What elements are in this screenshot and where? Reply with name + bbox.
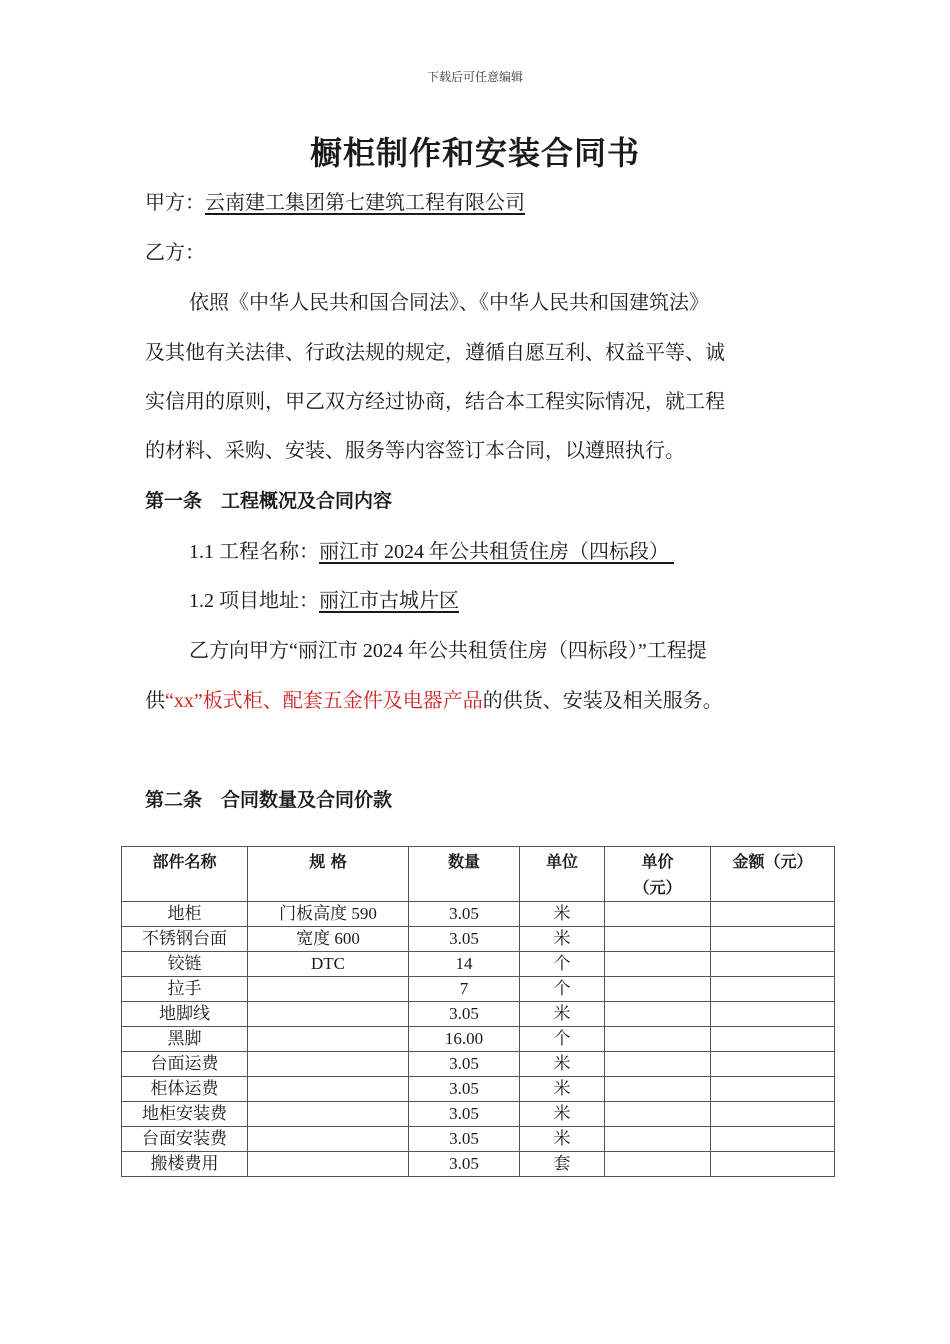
unit-cell: 米 <box>520 1102 605 1127</box>
part-name-cell: 拉手 <box>122 977 248 1002</box>
spec-cell: 门板高度 590 <box>248 902 409 927</box>
table-row <box>122 1027 835 1052</box>
project-address-value: 丽江市古城片区 <box>319 590 459 612</box>
supply-prefix: 供 <box>145 690 165 712</box>
unit-cell: 米 <box>520 1052 605 1077</box>
project-name-label: 1.1 工程名称： <box>189 541 319 563</box>
part-name-cell: 柜体运费 <box>122 1077 248 1102</box>
quantity-cell: 16.00 <box>409 1027 520 1052</box>
unit-cell: 套 <box>520 1152 605 1177</box>
unit-cell: 米 <box>520 1127 605 1152</box>
quantity-cell: 3.05 <box>409 1052 520 1077</box>
part-name-cell: 黑脚 <box>122 1027 248 1052</box>
quantity-cell: 3.05 <box>409 927 520 952</box>
spec-cell <box>248 977 409 1002</box>
col-header-unit: 单位 <box>520 847 605 902</box>
intro-line-4: 的材料、采购、安装、服务等内容签订本合同，以遵照执行。 <box>145 440 685 462</box>
unit-price-cell <box>605 1102 711 1127</box>
table-row <box>122 1077 835 1102</box>
supply-products: “xx”板式柜、配套五金件及电器产品 <box>165 690 483 712</box>
unit-price-cell <box>605 902 711 927</box>
col-header-amount: 金额（元） <box>711 847 835 902</box>
table-row <box>122 1102 835 1127</box>
quantity-cell: 3.05 <box>409 1077 520 1102</box>
intro-line-1: 依照《中华人民共和国合同法》、《中华人民共和国建筑法》 <box>189 292 709 314</box>
unit-price-cell <box>605 1002 711 1027</box>
amount-cell <box>711 1027 835 1052</box>
amount-cell <box>711 952 835 977</box>
project-address-label: 1.2 项目地址： <box>189 590 319 612</box>
party-a-line <box>145 186 525 215</box>
party-a-label: 甲方： <box>145 192 205 214</box>
unit-cell: 米 <box>520 1077 605 1102</box>
amount-cell <box>711 927 835 952</box>
amount-cell <box>711 1102 835 1127</box>
intro-line-3: 实信用的原则，甲乙双方经过协商，结合本工程实际情况，就工程 <box>145 391 725 413</box>
amount-cell <box>711 902 835 927</box>
spec-cell <box>248 1077 409 1102</box>
quantity-cell: 3.05 <box>409 1102 520 1127</box>
table-header-row <box>122 847 835 902</box>
part-name-cell: 搬楼费用 <box>122 1152 248 1177</box>
spec-cell <box>248 1127 409 1152</box>
table-row <box>122 977 835 1002</box>
amount-cell <box>711 977 835 1002</box>
unit-price-cell <box>605 1052 711 1077</box>
project-name-value: 丽江市 2024 年公共租赁住房（四标段） <box>319 541 669 563</box>
party-b-label: 乙方： <box>145 242 205 264</box>
quantity-cell: 3.05 <box>409 902 520 927</box>
quantity-cell: 14 <box>409 952 520 977</box>
table-row <box>122 927 835 952</box>
spec-cell <box>248 1052 409 1077</box>
quantity-cell: 3.05 <box>409 1127 520 1152</box>
supply-line-1: 乙方向甲方“丽江市 2024 年公共租赁住房（四标段）”工程提 <box>189 640 707 662</box>
spec-cell <box>248 1152 409 1177</box>
amount-cell <box>711 1002 835 1027</box>
table-row <box>122 1052 835 1077</box>
spec-cell <box>248 1102 409 1127</box>
spec-cell <box>248 1002 409 1027</box>
spec-cell: DTC <box>248 952 409 977</box>
amount-cell <box>711 1152 835 1177</box>
table-row <box>122 1127 835 1152</box>
table-row <box>122 902 835 927</box>
spec-cell: 宽度 600 <box>248 927 409 952</box>
part-name-cell: 不锈钢台面 <box>122 927 248 952</box>
unit-price-cell <box>605 952 711 977</box>
quantity-cell: 7 <box>409 977 520 1002</box>
part-name-cell: 铰链 <box>122 952 248 977</box>
unit-cell: 个 <box>520 977 605 1002</box>
header-note: 下载后可任意编辑 <box>426 70 523 84</box>
unit-cell: 个 <box>520 1027 605 1052</box>
price-table <box>121 846 835 1177</box>
intro-line-2: 及其他有关法律、行政法规的规定，遵循自愿互利、权益平等、诚 <box>145 342 725 364</box>
amount-cell <box>711 1052 835 1077</box>
unit-price-cell <box>605 1127 711 1152</box>
unit-cell: 米 <box>520 1002 605 1027</box>
supply-suffix: 的供货、安装及相关服务。 <box>482 690 723 712</box>
spec-cell <box>248 1027 409 1052</box>
table-row <box>122 952 835 977</box>
project-name-line <box>189 535 674 564</box>
part-name-cell: 地脚线 <box>122 1002 248 1027</box>
part-name-cell: 台面安装费 <box>122 1127 248 1152</box>
amount-cell <box>711 1077 835 1102</box>
col-header-spec: 规 格 <box>248 847 409 902</box>
part-name-cell: 地柜 <box>122 902 248 927</box>
quantity-cell: 3.05 <box>409 1002 520 1027</box>
supply-line-2 <box>145 684 723 713</box>
party-b-line <box>145 236 205 265</box>
unit-price-cell <box>605 927 711 952</box>
party-a-name: 云南建工集团第七建筑工程有限公司 <box>205 192 525 214</box>
unit-price-cell <box>605 1077 711 1102</box>
part-name-cell: 地柜安装费 <box>122 1102 248 1127</box>
table-row <box>122 1152 835 1177</box>
col-header-unit-price: 单价（元） <box>605 847 711 902</box>
amount-cell <box>711 1127 835 1152</box>
unit-cell: 米 <box>520 927 605 952</box>
unit-price-cell <box>605 1027 711 1052</box>
col-header-qty: 数量 <box>409 847 520 902</box>
unit-price-cell <box>605 1152 711 1177</box>
article1-heading: 第一条 工程概况及合同内容 <box>145 490 393 512</box>
part-name-cell: 台面运费 <box>122 1052 248 1077</box>
article2-heading: 第二条 合同数量及合同价款 <box>145 789 393 811</box>
project-address-line <box>189 584 709 613</box>
table-row <box>122 1002 835 1027</box>
unit-cell: 米 <box>520 902 605 927</box>
unit-price-cell <box>605 977 711 1002</box>
col-header-part: 部件名称 <box>122 847 248 902</box>
quantity-cell: 3.05 <box>409 1152 520 1177</box>
unit-cell: 个 <box>520 952 605 977</box>
document-title: 橱柜制作和安装合同书 <box>309 134 640 172</box>
